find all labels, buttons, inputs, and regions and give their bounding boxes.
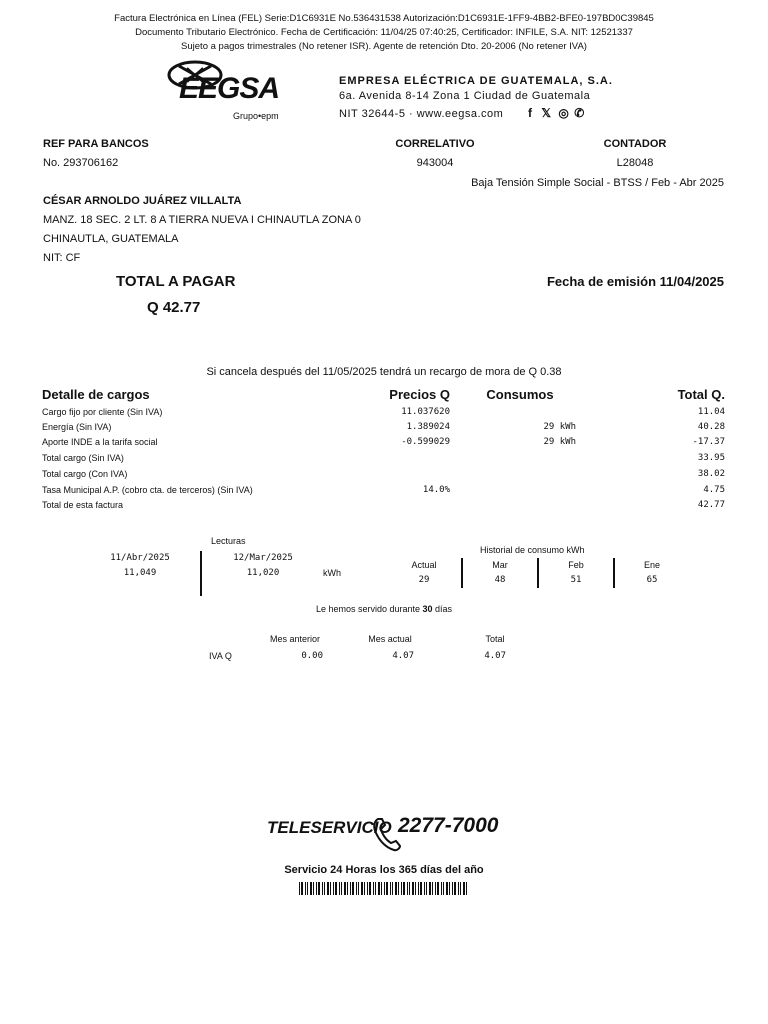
charges-header-price: Precios Q [389, 387, 450, 402]
history-month-value: 51 [570, 575, 582, 585]
logo-wordmark: EEGSA [179, 72, 280, 105]
charge-total: 40.28 [697, 422, 725, 432]
charge-label: Total cargo (Sin IVA) [42, 453, 124, 463]
eegsa-logo [165, 58, 295, 126]
charge-label: Energía (Sin IVA) [42, 422, 112, 432]
readings-divider [200, 551, 202, 596]
service-day-count: 30 [422, 604, 433, 614]
iva-header-prev: Mes anterior [269, 634, 321, 644]
x-icon: 𝕏 [541, 106, 552, 120]
phone-number: 2277-7000 [398, 814, 499, 837]
service-prefix: Le hemos servido durante [315, 604, 420, 614]
charge-price: 1.389024 [406, 422, 450, 432]
emission-date: Fecha de emisión 11/04/2025 [546, 274, 724, 289]
charges-header-consumption: Consumos [486, 387, 554, 402]
iva-total: 4.07 [484, 651, 506, 661]
teleservice-label: TELESERVICIO [267, 818, 392, 837]
history-month-value: 29 [418, 575, 430, 585]
charge-total: 11.04 [697, 407, 725, 417]
fel-line-2: Documento Tributario Electrónico. Fecha de Certificación: 11/04/25 07:40:25, Certificador: INFILE, S.A. NIT: 12521337 [135, 27, 633, 38]
charges-header-total: Total Q. [677, 387, 725, 402]
correlativo-value: 943004 [416, 157, 454, 169]
tariff-text: Baja Tensión Simple Social - BTSS / Feb - Abr 2025 [471, 177, 724, 189]
history-divider [613, 558, 615, 588]
charge-label: Cargo fijo por cliente (Sin IVA) [42, 407, 163, 417]
fel-line-3: Sujeto a pagos trimestrales (No retener ISR). Agente de retención Dto. 20-2006 (No retener IVA) [181, 41, 587, 52]
company-address: 6a. Avenida 8-14 Zona 1 Ciudad de Guatemala [339, 90, 591, 102]
charge-consumption: 29 kWh [543, 437, 576, 447]
history-month-value: 48 [494, 575, 506, 585]
fel-line-1: Factura Electrónica en Línea (FEL) Serie:D1C6931E No.536431538 Autorización:D1C6931E-1FF9-4BB2-BFE0-197BD0C39845 [114, 13, 654, 24]
charge-total: 33.95 [697, 453, 725, 463]
charge-total: 4.75 [703, 485, 725, 495]
readings-title: Lecturas [211, 536, 246, 546]
charge-label: Total de esta factura [42, 500, 124, 510]
charge-consumption: 29 kWh [543, 422, 576, 432]
service-days [0, 604, 768, 614]
customer-address-2: CHINAUTLA, GUATEMALA [43, 233, 179, 245]
reading-current-date: 11/Abr/2025 [110, 553, 170, 563]
reading-previous-date: 12/Mar/2025 [233, 553, 293, 563]
history-month-label: Feb [568, 560, 584, 570]
barcode-graphic [299, 882, 469, 895]
customer-address-1: MANZ. 18 SEC. 2 LT. 8 A TIERRA NUEVA I CHINAUTLA ZONA 0 [43, 214, 361, 226]
instagram-icon: ◎ [558, 106, 569, 120]
service-hours: Servicio 24 Horas los 365 días del año [284, 864, 484, 876]
customer-nit: NIT: CF [43, 252, 81, 264]
history-month-label: Mar [492, 560, 508, 570]
barcode [299, 882, 469, 900]
history-divider [537, 558, 539, 588]
iva-label: IVA Q [209, 651, 232, 661]
charge-label: Total cargo (Con IVA) [42, 469, 128, 479]
social-icons [528, 106, 584, 120]
total-amount: Q 42.77 [147, 299, 201, 316]
charge-label: Tasa Municipal A.P. (cobro cta. de terceros) (Sin IVA) [42, 485, 253, 495]
history-month-value: 65 [646, 575, 658, 585]
total-label: TOTAL A PAGAR [116, 273, 236, 290]
charge-price: 14.0% [422, 485, 450, 495]
charge-total: 38.02 [697, 469, 725, 479]
service-suffix: días [435, 604, 453, 614]
charge-price: -0.599029 [401, 437, 450, 447]
facebook-icon: f [528, 106, 532, 120]
logo-group: Grupo•epm [233, 111, 279, 121]
history-title: Historial de consumo kWh [480, 545, 585, 555]
history-divider [461, 558, 463, 588]
charge-total: 42.77 [697, 500, 725, 510]
reading-current-value: 11,049 [123, 568, 157, 578]
correlativo-label: CORRELATIVO [395, 138, 475, 150]
contador-value: L28048 [616, 157, 654, 169]
whatsapp-icon: ✆ [574, 106, 585, 120]
charge-price: 11.037620 [401, 407, 450, 417]
history-month-label: Actual [411, 560, 437, 570]
charges-header-detail: Detalle de cargos [42, 387, 150, 402]
late-fee-notice: Si cancela después del 11/05/2025 tendrá un recargo de mora de Q 0.38 [206, 366, 562, 378]
company-name: EMPRESA ELÉCTRICA DE GUATEMALA, S.A. [339, 75, 613, 87]
iva-prev: 0.00 [301, 651, 323, 661]
customer-name: CÉSAR ARNOLDO JUÁREZ VILLALTA [43, 195, 242, 207]
reading-previous-value: 11,020 [246, 568, 280, 578]
ref-label: REF PARA BANCOS [43, 138, 149, 150]
history-month-label: Ene [643, 560, 660, 570]
iva-current: 4.07 [392, 651, 414, 661]
reading-unit: kWh [323, 568, 341, 578]
company-nit-web: NIT 32644-5 · www.eegsa.com [339, 108, 504, 120]
charge-total: -17.37 [692, 437, 725, 447]
iva-header-current: Mes actual [368, 634, 412, 644]
contador-label: CONTADOR [603, 138, 667, 150]
charge-label: Aporte INDE a la tarifa social [42, 437, 158, 447]
ref-value: No. 293706162 [43, 157, 119, 169]
iva-header-total: Total [485, 634, 505, 644]
